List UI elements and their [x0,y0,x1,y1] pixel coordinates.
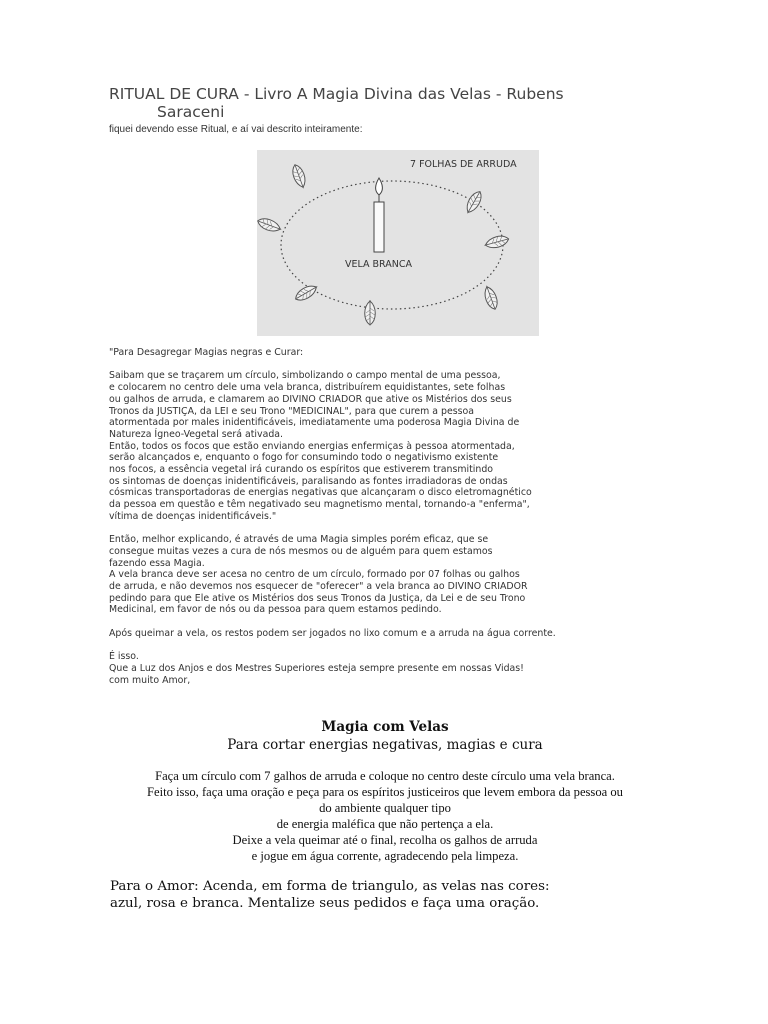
magia-section [110,718,660,864]
candle-circle-diagram [257,150,539,336]
body-line: Então, melhor explicando, é através de uma Magia simples porém eficaz, que se [109,534,489,546]
magia-subheading: Para cortar energias negativas, magias e cura [227,737,543,753]
body-line: Medicinal, em favor de nós ou da pessoa para quem estamos pedindo. [109,604,442,616]
leaf-icon-2 [463,189,485,216]
body-line: Tronos da JUSTIÇA, da LEI e seu Trono "MEDICINAL", para que curem a pessoa [109,405,474,417]
body-line: Que a Luz dos Anjos e dos Mestres Superiores esteja sempre presente em nossas Vidas! [109,662,524,674]
magia-line: Faça um círculo com 7 galhos de arruda e coloque no centro deste círculo uma vela branca. [155,769,615,783]
body-line: os sintomas de doenças inidentificáveis, paralisando as fontes irradiadoras de ondas [109,475,508,487]
body-line: cósmicas transportadoras de energias negativas que alcançaram o disco eletromagnético [109,487,532,499]
magia-line: e jogue em água corrente, agradecendo pela limpeza. [251,849,519,863]
magia-line: Feito isso, faça uma oração e peça para os espíritos justiceiros que levem embora da pessoa ou [147,785,623,799]
body-line: e colocarem no centro dele uma vela branca, distribuírem equidistantes, sete folhas [109,382,506,394]
body-line: Após queimar a vela, os restos podem ser jogados no lixo comum e a arruda na água corrente. [109,627,556,639]
document-title [109,85,649,121]
amor-paragraph [110,878,670,912]
intro-text: fiquei devendo esse Ritual, e aí vai descrito inteiramente: [109,124,363,135]
label-white-candle: VELA BRANCA [345,259,413,270]
amor-line-1: Para o Amor: Acenda, em forma de triangulo, as velas nas cores: [110,879,550,894]
body-line: Então, todos os focos que estão enviando energias enfermiças à pessoa atormentada, [109,440,515,452]
body-line: Saibam que se traçarem um círculo, simbolizando o campo mental de uma pessoa, [109,370,501,382]
body-line: fazendo essa Magia. [109,557,205,569]
body-line: É isso. [109,651,139,663]
title-line-1: RITUAL DE CURA - Livro A Magia Divina das Velas - Rubens [109,85,564,103]
magia-line: Deixe a vela queimar até o final, recolha os galhos de arruda [232,833,538,847]
body-line: consegue muitas vezes a cura de nós mesmos ou de alguém para quem estamos [109,545,493,557]
amor-line-2: azul, rosa e branca. Mentalize seus pedidos e faça uma oração. [110,896,540,911]
paragraph-gap [109,640,669,652]
ritual-illustration [257,150,539,336]
candle-icon [374,178,384,252]
body-line: nos focos, a essência vegetal irá curando os espíritos que estiverem transmitindo [109,464,494,476]
leaf-icon-3 [257,216,283,234]
magia-instructions [110,768,660,864]
leaf-icon-4 [483,234,510,251]
leaf-icon-6 [365,300,376,325]
body-line: vítima de doenças inidentificáveis." [109,510,277,522]
magia-line: de energia maléfica que não pertença a ela. [276,817,494,831]
body-line: serão alcançados e, enquanto o fogo for consumindo todo o negativismo existente [109,452,499,464]
body-line: com muito Amor, [109,674,191,686]
paragraph-gap [109,616,669,628]
body-line: Natureza Ígneo-Vegetal será ativada. [109,428,284,440]
ritual-body-text [109,347,669,686]
body-line: atormentada por males inidentificáveis, imediatamente uma poderosa Magia Divina de [109,417,520,429]
leaf-icon-7 [482,284,500,311]
paragraph-gap [109,359,669,371]
label-seven-leaves: 7 FOLHAS DE ARRUDA [410,159,517,170]
magia-heading: Magia com Velas [321,719,449,735]
body-line: da pessoa em questão e têm negativado seu magnetismo mental, tornando-a "enferma", [109,499,530,511]
body-line: ou galhos de arruda, e clamarem ao DIVINO CRIADOR que ative os Mistérios dos seus [109,393,512,405]
paragraph-gap [109,523,669,535]
body-line: "Para Desagregar Magias negras e Curar: [109,347,304,358]
body-line: pedindo para que Ele ative os Mistérios dos seus Tronos da Justiça, da Lei e de seu Trono [109,592,526,604]
title-line-2: Saraceni [157,103,225,121]
leaf-icon-1 [290,163,308,190]
body-line: A vela branca deve ser acesa no centro de um círculo, formado por 07 folhas ou galhos [109,569,520,581]
body-line: de arruda, e não devemos nos esquecer de "oferecer" a vela branca ao DIVINO CRIADOR [109,581,528,593]
magia-line: do ambiente qualquer tipo [319,801,451,815]
